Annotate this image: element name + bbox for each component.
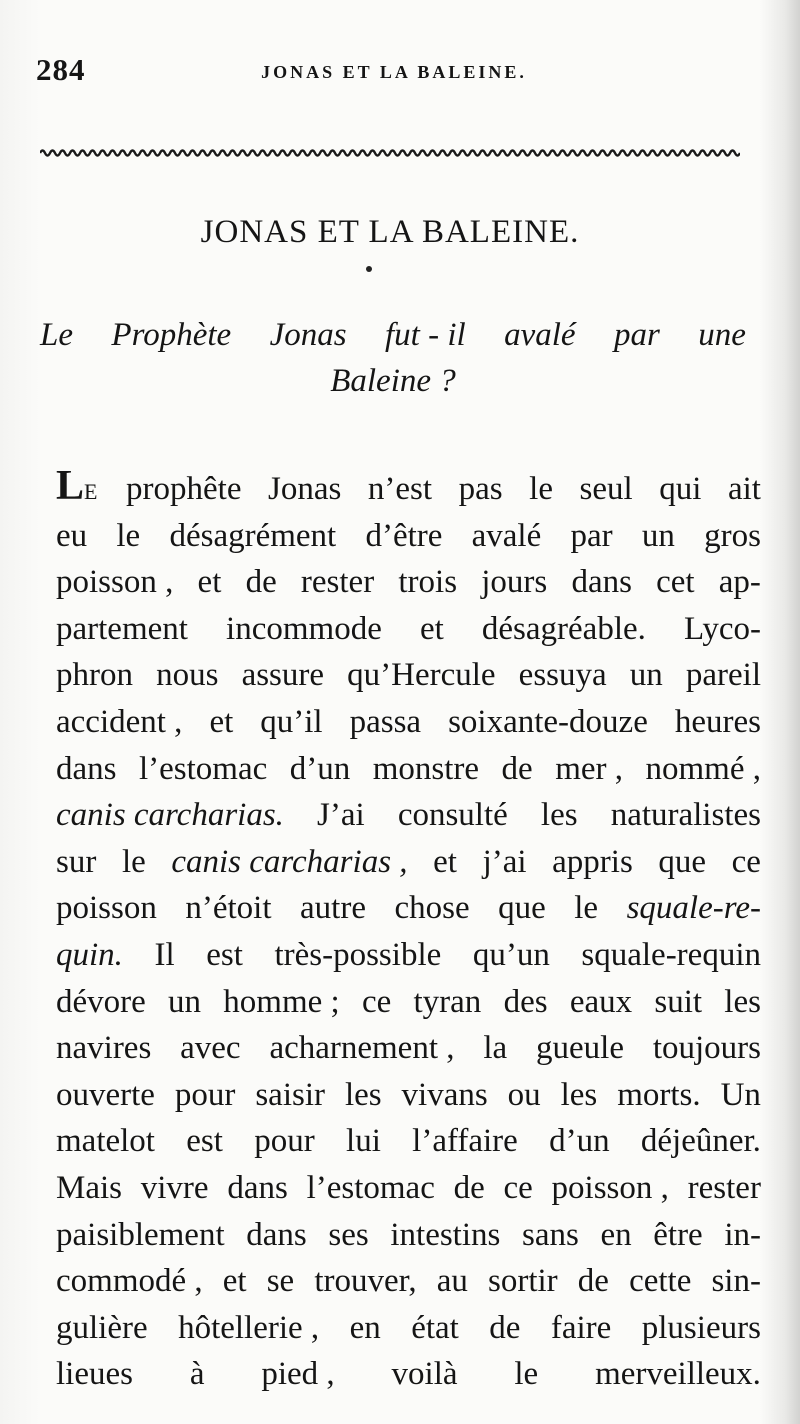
word: ses bbox=[328, 1216, 369, 1253]
word: squale-re- bbox=[626, 890, 761, 927]
word: poisson , bbox=[551, 1169, 669, 1206]
text-line bbox=[56, 652, 761, 699]
text-line bbox=[56, 932, 761, 979]
word: et bbox=[209, 703, 234, 740]
title-dot bbox=[366, 266, 372, 272]
word: les bbox=[344, 1076, 382, 1113]
word: n’est bbox=[367, 471, 433, 507]
word: squale-requin bbox=[581, 936, 761, 973]
text-line bbox=[56, 606, 761, 653]
word: dans bbox=[246, 1216, 307, 1253]
word: le bbox=[574, 890, 599, 927]
word: pour bbox=[254, 1123, 315, 1160]
word: partement bbox=[56, 610, 188, 647]
word: eaux bbox=[569, 983, 633, 1020]
word: j’ai bbox=[482, 843, 527, 880]
word: en bbox=[349, 1309, 381, 1346]
word: pas bbox=[458, 471, 503, 507]
word: est bbox=[206, 936, 243, 973]
word: pour bbox=[174, 1076, 236, 1113]
word: merveilleux. bbox=[595, 1356, 761, 1393]
page-number: 284 bbox=[36, 52, 86, 87]
text-line bbox=[56, 463, 761, 513]
word: sin- bbox=[711, 1263, 761, 1300]
word: voilà bbox=[391, 1356, 458, 1393]
text-line bbox=[56, 559, 761, 606]
word: essuya bbox=[518, 657, 607, 694]
word: soixante-douze bbox=[448, 703, 648, 740]
word: les bbox=[724, 983, 761, 1020]
text-line bbox=[56, 1258, 761, 1305]
word: rester bbox=[687, 1169, 761, 1206]
word: dans bbox=[571, 564, 632, 601]
word: la bbox=[483, 1030, 508, 1067]
running-head bbox=[36, 52, 752, 92]
text-line bbox=[56, 885, 761, 932]
word: matelot bbox=[56, 1123, 155, 1160]
word: lui bbox=[346, 1123, 381, 1160]
question-word: une bbox=[698, 317, 746, 353]
question-word: Jonas bbox=[269, 317, 347, 353]
text-line bbox=[56, 513, 761, 560]
word: ouverte bbox=[56, 1076, 155, 1113]
word: être bbox=[653, 1216, 703, 1253]
word: prophête bbox=[126, 471, 242, 507]
word: que bbox=[658, 843, 707, 880]
word: de bbox=[245, 564, 277, 601]
word: le bbox=[529, 471, 553, 507]
question-word: avalé bbox=[504, 317, 576, 353]
word: l’estomac bbox=[306, 1169, 435, 1206]
word: des bbox=[503, 983, 548, 1020]
word: passa bbox=[349, 703, 422, 740]
word: qu’il bbox=[260, 703, 323, 740]
word: pied , bbox=[261, 1356, 335, 1393]
word: ce bbox=[503, 1169, 533, 1206]
word: homme ; bbox=[223, 983, 340, 1020]
word: lieues bbox=[56, 1356, 133, 1393]
text-line bbox=[56, 699, 761, 746]
word: et bbox=[197, 564, 222, 601]
question-word: fut - il bbox=[385, 317, 466, 353]
word: d’un bbox=[549, 1123, 610, 1160]
word: mer , bbox=[555, 750, 623, 787]
word: état bbox=[411, 1309, 459, 1346]
word: d’être bbox=[365, 517, 443, 554]
word: le bbox=[514, 1356, 539, 1393]
word: saisir bbox=[255, 1076, 325, 1113]
word: se bbox=[266, 1263, 295, 1300]
word: J’ai bbox=[317, 797, 365, 834]
word: sans bbox=[522, 1216, 579, 1253]
word: canis carcharias , bbox=[171, 843, 408, 880]
word: poisson , bbox=[56, 564, 174, 601]
word: Mais bbox=[56, 1169, 122, 1206]
word: ait bbox=[727, 471, 761, 507]
word: in- bbox=[724, 1216, 761, 1253]
word: commodé , bbox=[56, 1263, 203, 1300]
word: de bbox=[453, 1169, 485, 1206]
word: est bbox=[186, 1123, 223, 1160]
word: vivre bbox=[140, 1169, 209, 1206]
body-paragraph bbox=[56, 463, 761, 1398]
word: acharnement , bbox=[269, 1030, 455, 1067]
word: navires bbox=[56, 1030, 152, 1067]
word: cette bbox=[629, 1263, 692, 1300]
word: au bbox=[436, 1263, 468, 1300]
word: faire bbox=[550, 1309, 612, 1346]
text-line bbox=[56, 1118, 761, 1165]
word: à bbox=[189, 1356, 205, 1393]
word: heures bbox=[674, 703, 761, 740]
word: Jonas bbox=[268, 471, 342, 507]
chapter-question bbox=[40, 312, 746, 404]
word: chose bbox=[394, 890, 470, 927]
word: toujours bbox=[652, 1030, 761, 1067]
text-line bbox=[56, 1305, 761, 1352]
word: incommode bbox=[226, 610, 382, 647]
running-title: JONAS ET LA BALEINE. bbox=[261, 62, 527, 82]
word: un bbox=[168, 983, 202, 1020]
word: hôtellerie , bbox=[178, 1309, 320, 1346]
text-line bbox=[56, 979, 761, 1026]
word: et bbox=[433, 843, 457, 880]
word: phron bbox=[56, 657, 133, 694]
word: cet bbox=[656, 564, 695, 601]
word: le bbox=[116, 517, 141, 554]
word: paisiblement bbox=[56, 1216, 225, 1253]
word: les bbox=[560, 1076, 598, 1113]
word: quin. bbox=[56, 936, 123, 973]
word: l’estomac bbox=[138, 750, 268, 787]
word: Lyco- bbox=[684, 610, 761, 647]
word: sortir bbox=[487, 1263, 558, 1300]
word: gros bbox=[704, 517, 761, 554]
wavy-rule-ornament bbox=[40, 146, 740, 160]
word: avalé bbox=[471, 517, 542, 554]
word: de bbox=[501, 750, 533, 787]
word: désagréable. bbox=[481, 610, 646, 647]
word: les bbox=[540, 797, 578, 834]
word: sur bbox=[56, 843, 97, 880]
word: que bbox=[498, 890, 546, 927]
word: gueule bbox=[536, 1030, 624, 1067]
question-line-1 bbox=[40, 312, 746, 358]
text-line bbox=[56, 792, 761, 839]
word: vivans bbox=[401, 1076, 488, 1113]
chapter-title: JONAS ET LA BALEINE. bbox=[200, 214, 580, 250]
word: pareil bbox=[685, 657, 761, 694]
word: assure bbox=[241, 657, 325, 694]
word: qui bbox=[659, 471, 702, 507]
question-word: Le bbox=[40, 317, 73, 353]
word: nommé , bbox=[645, 750, 761, 787]
text-line bbox=[56, 746, 761, 793]
word: poisson bbox=[56, 890, 157, 927]
word: gulière bbox=[56, 1309, 148, 1346]
word: avec bbox=[180, 1030, 241, 1067]
word: seul bbox=[579, 471, 633, 507]
word: ap- bbox=[718, 564, 761, 601]
word: dans bbox=[227, 1169, 288, 1206]
word: dévore bbox=[56, 983, 146, 1020]
word: d’un bbox=[289, 750, 351, 787]
word: qu’un bbox=[472, 936, 550, 973]
word: en bbox=[600, 1216, 632, 1253]
word: tyran bbox=[413, 983, 482, 1020]
word: et bbox=[419, 610, 444, 647]
word: accident , bbox=[56, 703, 183, 740]
word: monstre bbox=[372, 750, 480, 787]
word: ce bbox=[361, 983, 392, 1020]
word: déjeûner. bbox=[640, 1123, 761, 1160]
word: dans bbox=[56, 750, 117, 787]
text-line bbox=[56, 1212, 761, 1259]
word: eu bbox=[56, 517, 88, 554]
word: trouver, bbox=[314, 1263, 417, 1300]
word: ou bbox=[507, 1076, 541, 1113]
text-line bbox=[56, 1351, 761, 1398]
question-word: Prophète bbox=[111, 317, 232, 353]
word: désagrément bbox=[169, 517, 337, 554]
word: qu’Hercule bbox=[347, 657, 496, 694]
word: autre bbox=[300, 890, 366, 927]
word: un bbox=[641, 517, 675, 554]
text-line bbox=[56, 1025, 761, 1072]
word: canis carcharias. bbox=[56, 797, 284, 834]
drop-cap: LE bbox=[56, 463, 100, 509]
word: intestins bbox=[390, 1216, 501, 1253]
question-line-2: Baleine ? bbox=[330, 363, 456, 399]
word: morts. bbox=[617, 1076, 701, 1113]
word: Un bbox=[720, 1076, 761, 1113]
word: trois bbox=[398, 564, 458, 601]
word: de bbox=[489, 1309, 521, 1346]
word: par bbox=[570, 517, 613, 554]
word: plusieurs bbox=[641, 1309, 761, 1346]
word: consulté bbox=[397, 797, 508, 834]
text-line bbox=[56, 839, 761, 886]
word: un bbox=[629, 657, 663, 694]
word: suit bbox=[654, 983, 703, 1020]
word: naturalistes bbox=[610, 797, 761, 834]
question-word: par bbox=[614, 317, 660, 353]
word: très-possible bbox=[274, 936, 442, 973]
word: jours bbox=[481, 564, 548, 601]
word: Il bbox=[154, 936, 175, 973]
word: de bbox=[577, 1263, 609, 1300]
word: appris bbox=[552, 843, 633, 880]
word: le bbox=[121, 843, 146, 880]
word: n’étoit bbox=[185, 890, 272, 927]
word: ce bbox=[731, 843, 761, 880]
word: l’affaire bbox=[412, 1123, 518, 1160]
word: rester bbox=[300, 564, 375, 601]
word: nous bbox=[156, 657, 219, 694]
text-line bbox=[56, 1165, 761, 1212]
word: et bbox=[222, 1263, 247, 1300]
text-line bbox=[56, 1072, 761, 1119]
